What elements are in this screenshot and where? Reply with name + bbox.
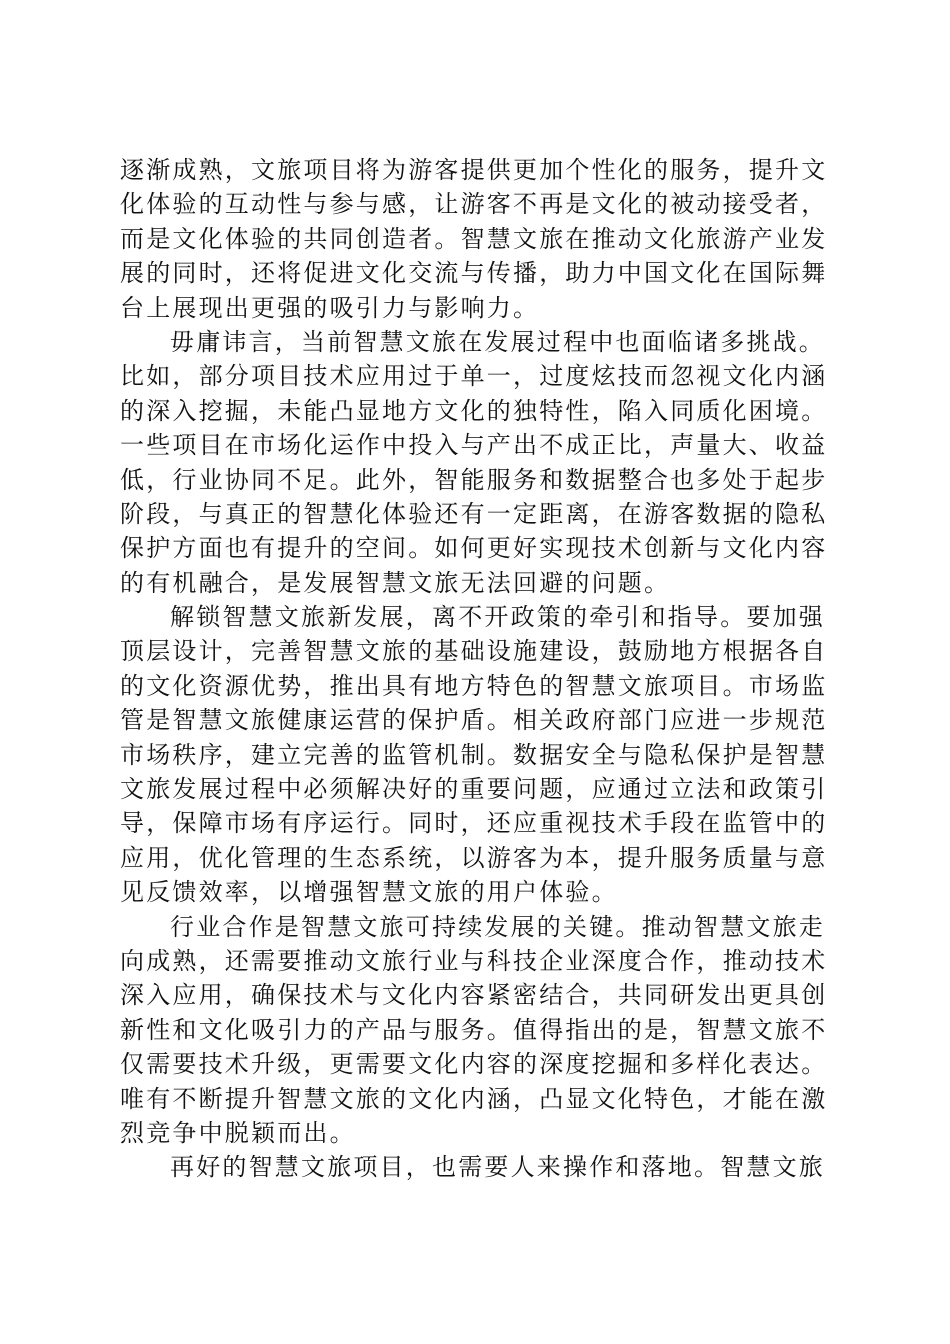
article-body <box>120 153 832 1185</box>
text-line: 毋庸讳言，当前智慧文旅在发展过程中也面临诸多挑战。 <box>170 327 825 356</box>
text-line: 新性和文化吸引力的产品与服务。值得指出的是，智慧文旅不 <box>120 1015 828 1044</box>
text-line: 市场秩序，建立完善的监管机制。数据安全与隐私保护是智慧 <box>120 740 828 769</box>
text-line: 向成熟，还需要推动文旅行业与科技企业深度合作，推动技术 <box>120 946 828 975</box>
text-line: 顶层设计，完善智慧文旅的基础设施建设，鼓励地方根据各自 <box>120 637 828 666</box>
text-line: 低，行业协同不足。此外，智能服务和数据整合也多处于起步 <box>120 465 828 494</box>
text-line: 的深入挖掘，未能凸显地方文化的独特性，陷入同质化困境。 <box>120 396 828 425</box>
text-line: 管是智慧文旅健康运营的保护盾。相关政府部门应进一步规范 <box>120 706 828 735</box>
text-line: 比如，部分项目技术应用过于单一，过度炫技而忽视文化内涵 <box>120 362 828 391</box>
text-line: 行业合作是智慧文旅可持续发展的关键。推动智慧文旅走 <box>170 912 825 941</box>
paragraph-3 <box>120 600 832 910</box>
text-line: 仅需要技术升级，更需要文化内容的深度挖掘和多样化表达。 <box>120 1050 828 1079</box>
paragraph-1 <box>120 153 832 325</box>
text-line: 的文化资源优势，推出具有地方特色的智慧文旅项目。市场监 <box>120 671 828 700</box>
text-line: 展的同时，还将促进文化交流与传播，助力中国文化在国际舞 <box>120 259 828 288</box>
text-line: 保护方面也有提升的空间。如何更好实现技术创新与文化内容 <box>120 534 828 563</box>
text-line: 化体验的互动性与参与感，让游客不再是文化的被动接受者， <box>120 190 828 219</box>
paragraph-5 <box>120 1150 832 1184</box>
text-line: 的有机融合，是发展智慧文旅无法回避的问题。 <box>120 568 671 597</box>
text-line: 导，保障市场有序运行。同时，还应重视技术手段在监管中的 <box>120 809 828 838</box>
text-line: 台上展现出更强的吸引力与影响力。 <box>120 293 540 322</box>
text-line: 阶段，与真正的智慧化体验还有一定距离，在游客数据的隐私 <box>120 499 828 528</box>
text-line: 逐渐成熟，文旅项目将为游客提供更加个性化的服务，提升文 <box>120 156 828 184</box>
text-line: 深入应用，确保技术与文化内容紧密结合，共同研发出更具创 <box>120 981 828 1010</box>
text-line: 见反馈效率，以增强智慧文旅的用户体验。 <box>120 878 618 907</box>
text-line: 文旅发展过程中必须解决好的重要问题，应通过立法和政策引 <box>120 775 828 804</box>
text-line: 应用，优化管理的生态系统，以游客为本，提升服务质量与意 <box>120 843 828 872</box>
text-line: 再好的智慧文旅项目，也需要人来操作和落地。智慧文旅 <box>170 1153 825 1182</box>
text-line: 解锁智慧文旅新发展，离不开政策的牵引和指导。要加强 <box>170 603 825 632</box>
text-line: 唯有不断提升智慧文旅的文化内涵，凸显文化特色，才能在激 <box>120 1084 828 1113</box>
paragraph-4 <box>120 910 832 1151</box>
text-line: 烈竞争中脱颖而出。 <box>120 1118 356 1147</box>
text-line: 而是文化体验的共同创造者。智慧文旅在推动文化旅游产业发 <box>120 224 828 253</box>
paragraph-2 <box>120 325 832 600</box>
text-line: 一些项目在市场化运作中投入与产出不成正比，声量大、收益 <box>120 431 828 460</box>
